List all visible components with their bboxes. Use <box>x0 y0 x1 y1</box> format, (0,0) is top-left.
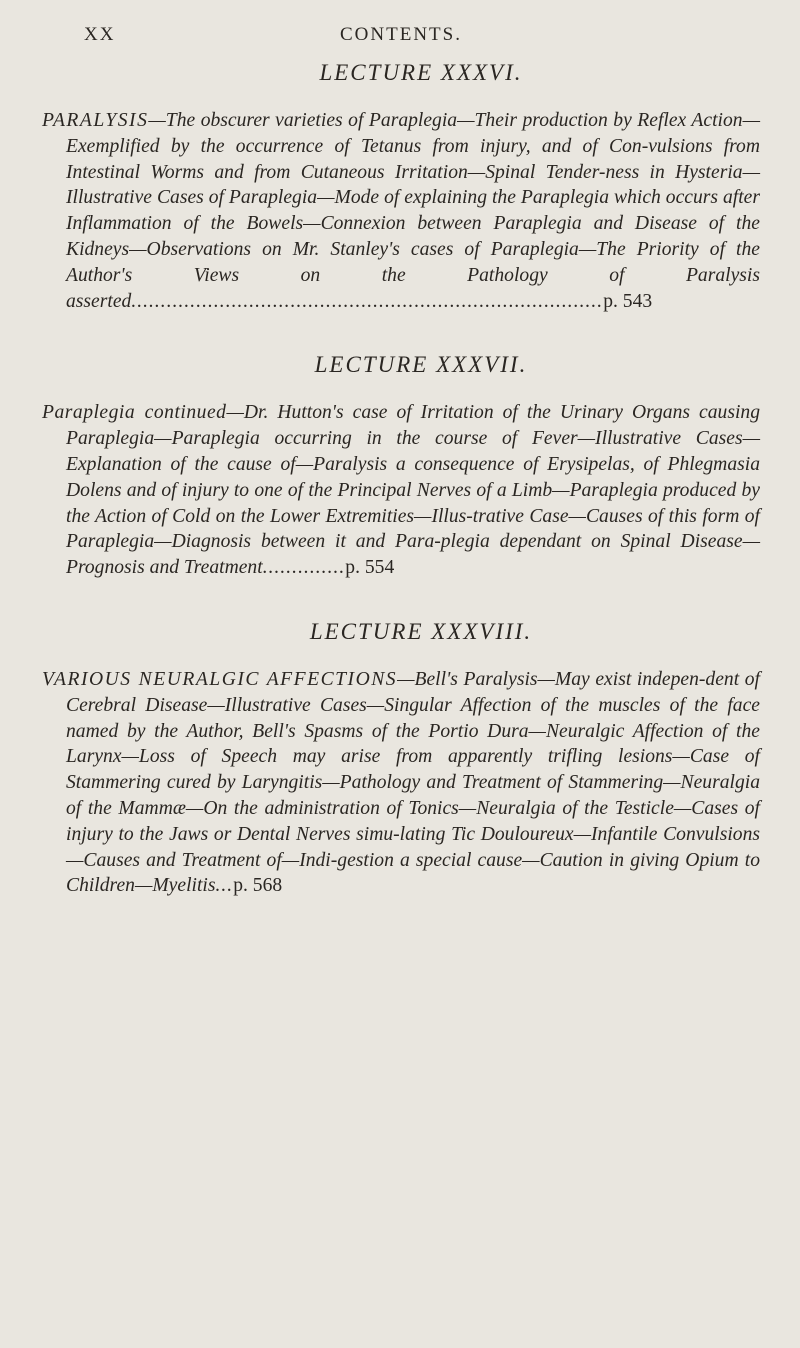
lecture-heading: LECTURE XXXVI. <box>319 60 523 85</box>
lecture-summary <box>42 400 760 581</box>
running-head <box>42 0 760 58</box>
dot-leader: ................................................................................ <box>131 290 604 312</box>
lecture-entry <box>42 60 760 314</box>
lecture-text: —Bell's Paralysis—May exist indepen-dent of Cerebral Disease—Illustrative Cases—Singular Affection of the muscles of the face named by the Author, Bell's Spasms of the Portio Dura—Neuralgic Affection of the Larynx—Loss of Speech may arise from apparently trifling lesions—Case of Stammering cured by Laryngitis—Pathology and Treatment of Stammering—Neuralgia of the Mammæ—On the administration of Tonics—Neuralgia of the Testicle—Cases of injury to the Jaws or Dental Nerves simu-lating Tic Douloureux—Infantile Convulsions—Causes and Treatment of—Indi-gestion a special cause—Caution in giving Opium to Children—Myelitis <box>66 668 761 897</box>
lecture-summary <box>42 108 760 314</box>
folio: XX <box>84 24 116 45</box>
running-title: CONTENTS. <box>340 24 462 45</box>
dot-leader: ... <box>215 875 234 897</box>
lecture-entry <box>42 619 760 899</box>
lecture-heading: LECTURE XXXVIII. <box>309 618 533 644</box>
page-reference: p. 543 <box>603 290 653 312</box>
page-reference: p. 568 <box>233 875 283 897</box>
lecture-text: —Dr. Hutton's case of Irritation of the Urinary Organs causing Paraplegia—Paraplegia occurring in the course of Fever—Illustrative Cases—Explanation of the cause of—Paralysis a consequence of Erysipelas, of Phlegmasia Dolens and of injury to one of the Principal Nerves of a Limb—Paraplegia produced by the Action of Cold on the Lower Extremities—Illus-trative Case—Causes of this form of Paraplegia—Diagnosis between it and Para-plegia dependant on Spinal Disease—Prognosis and Treatment <box>66 402 760 579</box>
lecture-text: —The obscurer varieties of Paraplegia—Their production by Reflex Action—Exemplified by the occurrence of Tetanus from injury, and of Con-vulsions from Intestinal Worms and from Cutaneous Irritation—Spinal Tender-ness in Hysteria—Illustrative Cases of Paraplegia—Mode of explaining the Paraplegia which occurs after Inflammation of the Bowels—Connexion between Paraplegia and Disease of the Kidneys—Observations on Mr. Stanley's cases of Paraplegia—The Priority of the Author's Views on the Pathology of Paralysis asserted <box>66 110 760 312</box>
page-reference: p. 554 <box>345 557 395 579</box>
lecture-lead: Paraplegia continued <box>42 402 227 424</box>
lecture-heading: LECTURE XXXVII. <box>314 352 528 378</box>
lecture-summary <box>42 667 760 899</box>
dot-leader: .............. <box>262 557 346 579</box>
lecture-lead: VARIOUS NEURALGIC AFFECTIONS <box>42 668 398 690</box>
lecture-lead: PARALYSIS <box>42 110 149 131</box>
lecture-entry <box>42 352 760 581</box>
